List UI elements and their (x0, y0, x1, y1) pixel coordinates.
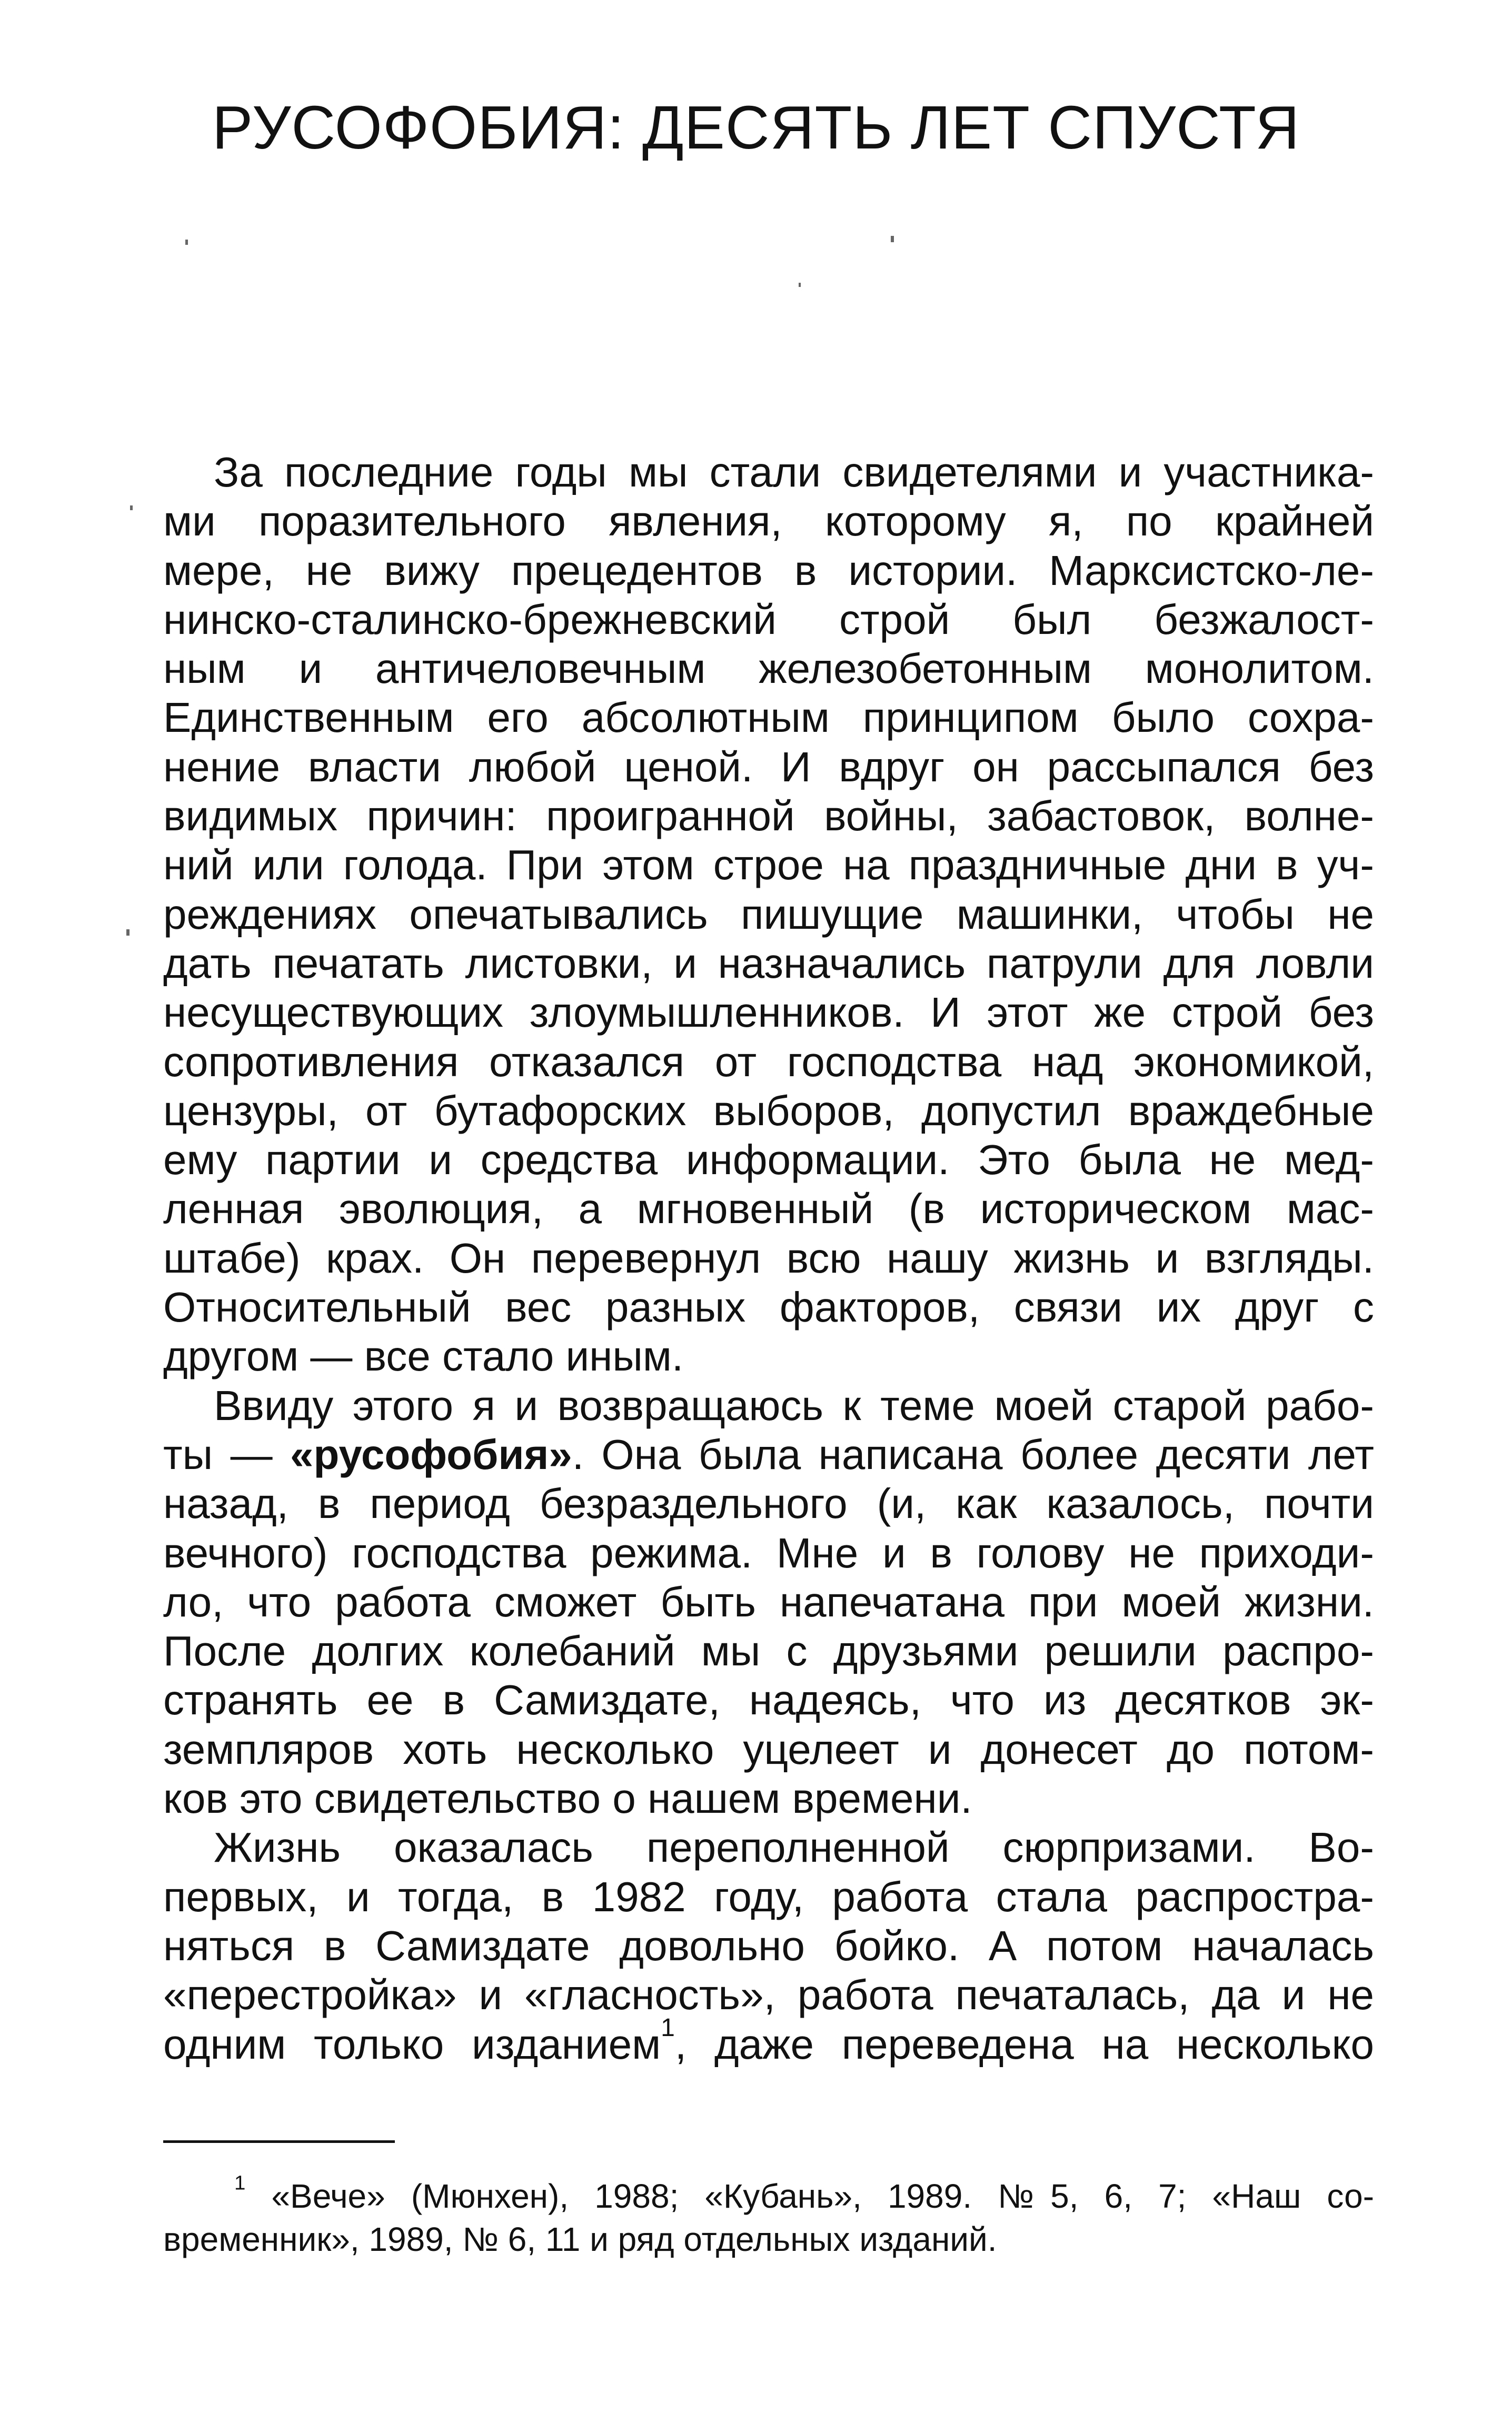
text-line: ным и античеловечным железобетонным монолитом. (163, 645, 1374, 692)
text-line: несуществующих злоумышленников. И этот же строй без (163, 989, 1374, 1036)
text-line: «перестройка» и «гласность», работа печаталась, да и не (163, 1971, 1374, 2019)
footnote (163, 2171, 1375, 2261)
bold-term: «русофобия» (290, 1431, 572, 1478)
text-line: назад, в период безраздельного (и, как казалось, почти (163, 1480, 1374, 1527)
text-run: одним только изданием (163, 2020, 661, 2068)
paragraph-2 (163, 1381, 1374, 1823)
scan-speck (126, 929, 130, 936)
scan-speck (130, 505, 133, 510)
text-line: видимых причин: проигранной войны, забастовок, волне- (163, 792, 1374, 840)
body-text (163, 448, 1374, 2069)
text-line: За последние годы мы стали свидетелями и участника- (214, 449, 1374, 495)
footnote-line: временник», 1989, № 6, 11 и ряд отдельных изданий. (163, 2220, 997, 2258)
text-run: «Вече» (Мюнхен), 1988; «Кубань», 1989. №5, 6, 7; «Наш со- (271, 2177, 1375, 2215)
text-line: ми поразительного явления, которому я, по крайней (163, 498, 1374, 545)
text-line: земпляров хоть несколько уцелеет и донесет до потом- (163, 1725, 1374, 1773)
text-line: Единственным его абсолютным принципом было сохра- (163, 694, 1374, 741)
scan-speck (799, 283, 801, 287)
text-line: мере, не вижу прецедентов в истории. Марксистско-ле- (163, 547, 1374, 594)
paragraph-3 (163, 1823, 1374, 2068)
text-line: ков это свидетельство о нашем времени. (163, 1775, 972, 1822)
paragraph-1 (163, 448, 1374, 1381)
text-line: цензуры, от бутафорских выборов, допустил враждебные (163, 1087, 1374, 1134)
scan-speck (185, 240, 188, 245)
footnote-line (163, 2171, 1375, 2218)
text-line: Ввиду этого я и возвращаюсь к теме моей старой рабо- (214, 1382, 1374, 1429)
text-line: вечного) господства режима. Мне и в голову не приходи- (163, 1529, 1374, 1576)
text-line: нение власти любой ценой. И вдруг он рассыпался без (163, 743, 1374, 790)
text-line: ло, что работа сможет быть напечатана при моей жизни. (163, 1578, 1374, 1625)
text-line: другом — все стало иным. (163, 1333, 684, 1380)
text-run: ты — (163, 1431, 291, 1478)
text-line: дать печатать листовки, и назначались патрули для ловли (163, 939, 1374, 987)
footnote-ref[interactable]: 1 (661, 2013, 675, 2042)
text-line: После долгих колебаний мы с друзьями решили распро- (163, 1627, 1374, 1675)
footnote-rule (163, 2140, 395, 2143)
text-line: ний или голода. При этом строе на праздничные дни в уч- (163, 841, 1374, 889)
text-run: , даже переведена на несколько (674, 2020, 1375, 2068)
scan-speck (891, 236, 894, 242)
text-line: реждениях опечатывались пишущие машинки, чтобы не (163, 890, 1374, 938)
text-line: Жизнь оказалась переполненной сюрпризами. Во- (214, 1824, 1374, 1871)
chapter-title: РУСОФОБИЯ: ДЕСЯТЬ ЛЕТ СПУСТЯ (212, 93, 1300, 162)
text-line: няться в Самиздате довольно бойко. А потом началась (163, 1922, 1374, 1969)
text-line (163, 2013, 1375, 2069)
text-line: сопротивления отказался от господства над экономикой, (163, 1038, 1374, 1085)
text-run: . Она была написана более десяти лет (572, 1431, 1375, 1478)
text-line: штабе) крах. Он перевернул всю нашу жизнь и взгляды. (163, 1234, 1374, 1282)
text-line: ему партии и средства информации. Это была не мед- (163, 1136, 1374, 1184)
text-line (163, 1430, 1374, 1479)
text-line: ленная эволюция, а мгновенный (в историческом мас- (163, 1185, 1374, 1233)
text-line: Относительный вес разных факторов, связи их друг с (163, 1284, 1374, 1331)
footnote-marker: 1 (234, 2171, 246, 2195)
text-line: странять ее в Самиздате, надеясь, что из десятков эк- (163, 1676, 1374, 1724)
text-line: нинско-сталинско-брежневский строй был безжалост- (163, 595, 1374, 643)
text-line: первых, и тогда, в 1982 году, работа стала распростра- (163, 1873, 1374, 1920)
